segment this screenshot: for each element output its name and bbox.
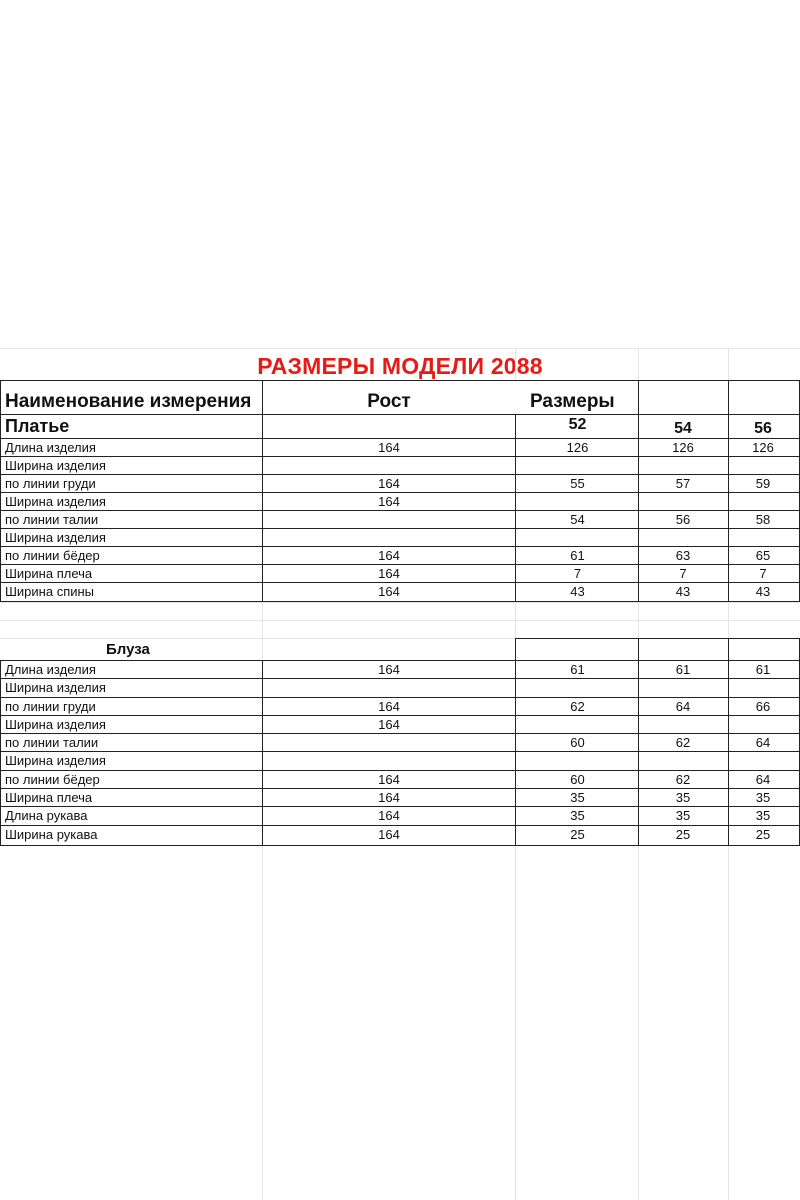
size-56-header: 56 [754,420,772,437]
dress-row-size-54: 43 [675,584,691,599]
grid-line [0,620,800,621]
dress-row-size-54: 126 [672,440,694,455]
table-border [0,510,800,511]
dress-row-size-56: 58 [755,512,771,527]
blouse-row-size-54: 62 [675,772,691,787]
table-border [262,660,263,845]
blouse-row-name: по линии груди [5,699,96,714]
dress-row-height: 164 [378,566,400,581]
table-border [0,582,800,583]
blouse-row-size-56: 66 [755,699,771,714]
blouse-row-size-54: 64 [675,699,691,714]
blouse-row-size-54: 61 [675,662,691,677]
grid-line [262,846,263,1200]
blouse-row-size-54: 25 [675,827,691,842]
dress-row-name: Длина изделия [5,440,96,455]
dress-row-height: 164 [378,584,400,599]
table-border [0,380,800,381]
header-measure-name: Наименование измерения [5,391,252,412]
dress-row-name: Ширина плеча [5,566,93,581]
blouse-row-name: Ширина рукава [5,827,98,842]
dress-row-name: по линии бёдер [5,548,100,563]
dress-row-name: Ширина изделия [5,494,106,509]
blouse-row-size-56: 35 [755,790,771,805]
table-border [0,751,800,752]
grid-line [0,348,800,349]
dress-row-size-54: 56 [675,512,691,527]
dress-row-size-52: 61 [570,548,585,563]
dress-row-name: Ширина спины [5,584,95,599]
dress-row-size-56: 126 [752,440,774,455]
dress-row-name: по линии груди [5,476,96,491]
blouse-row-height: 164 [378,772,400,787]
blouse-row-name: Ширина изделия [5,680,106,695]
dress-row-height: 164 [378,440,400,455]
grid-line [728,602,729,638]
dress-row-size-52: 55 [570,476,585,491]
blouse-row-size-52: 25 [570,827,585,842]
table-border [0,697,800,698]
header-height: Рост [367,391,411,412]
blouse-row-size-54: 35 [675,790,691,805]
grid-line [262,602,263,658]
table-border [728,380,729,601]
table-border [0,660,1,845]
table-border [728,638,729,845]
size-54-header: 54 [674,420,692,437]
table-border [0,438,800,439]
grid-line [515,348,516,380]
blouse-row-size-54: 35 [675,808,691,823]
table-border [0,660,800,661]
table-border [0,546,800,547]
dress-row-size-54: 63 [675,548,691,563]
blouse-row-height: 164 [378,827,400,842]
table-border [0,678,800,679]
blouse-row-name: Ширина плеча [5,790,93,805]
grid-line [0,638,515,639]
blouse-row-name: по линии бёдер [5,772,100,787]
table-border [0,788,800,789]
blouse-row-size-52: 60 [570,772,585,787]
blouse-row-size-56: 25 [755,827,771,842]
blouse-row-height: 164 [378,717,400,732]
table-border [0,825,800,826]
blouse-row-height: 164 [378,808,400,823]
blouse-row-height: 164 [378,790,400,805]
table-border [0,733,800,734]
dress-row-size-54: 7 [679,566,687,581]
table-border [515,638,516,845]
dress-row-size-52: 43 [570,584,585,599]
table-border [0,474,800,475]
dress-row-size-52: 126 [566,440,589,455]
blouse-row-name: по линии талии [5,735,99,750]
table-border [515,638,800,639]
table-border [262,380,263,601]
blouse-row-size-56: 35 [755,808,771,823]
grid-line [515,846,516,1200]
dress-row-size-56: 65 [755,548,771,563]
size-52-header: 52 [568,416,587,433]
table-border [0,806,800,807]
blouse-row-size-56: 61 [755,662,771,677]
table-border [638,380,639,601]
blouse-row-size-52: 62 [570,699,585,714]
dress-row-size-56: 59 [755,476,771,491]
dress-row-name: Ширина изделия [5,458,106,473]
grid-line [728,348,729,380]
section-dress-title: Платье [5,416,70,436]
blouse-row-size-52: 35 [570,790,585,805]
table-border [0,380,1,601]
blouse-row-name: Длина рукава [5,808,88,823]
table-border [0,715,800,716]
table-border [515,414,516,601]
blouse-row-name: Ширина изделия [5,753,106,768]
table-border [0,601,800,602]
blouse-row-size-56: 64 [755,735,771,750]
table-border [0,492,800,493]
table-border [0,770,800,771]
table-border [0,414,800,415]
blouse-row-height: 164 [378,699,400,714]
blouse-row-size-52: 60 [570,735,585,750]
dress-row-height: 164 [378,476,400,491]
blouse-row-name: Ширина изделия [5,717,106,732]
dress-row-height: 164 [378,548,400,563]
grid-line [638,348,639,380]
grid-line [638,602,639,638]
blouse-row-size-52: 35 [570,808,585,823]
table-border [0,845,800,846]
blouse-row-size-56: 64 [755,772,771,787]
blouse-row-size-52: 61 [570,662,585,677]
grid-line [728,846,729,1200]
table-border [638,638,639,845]
table-border [0,456,800,457]
section-blouse-title: Блуза [106,641,150,658]
dress-row-height: 164 [378,494,400,509]
header-sizes: Размеры [530,391,615,412]
blouse-row-size-54: 62 [675,735,691,750]
dress-row-size-52: 54 [570,512,585,527]
dress-row-size-52: 7 [573,566,582,581]
grid-line [638,846,639,1200]
chart-title: РАЗМЕРЫ МОДЕЛИ 2088 [257,353,543,379]
table-border [0,528,800,529]
dress-row-name: Ширина изделия [5,530,106,545]
table-border [0,564,800,565]
dress-row-name: по линии талии [5,512,99,527]
blouse-row-height: 164 [378,662,400,677]
grid-line [0,602,800,603]
dress-row-size-56: 43 [755,584,771,599]
grid-line [515,602,516,638]
dress-row-size-56: 7 [759,566,767,581]
blouse-row-name: Длина изделия [5,662,96,677]
dress-row-size-54: 57 [675,476,691,491]
